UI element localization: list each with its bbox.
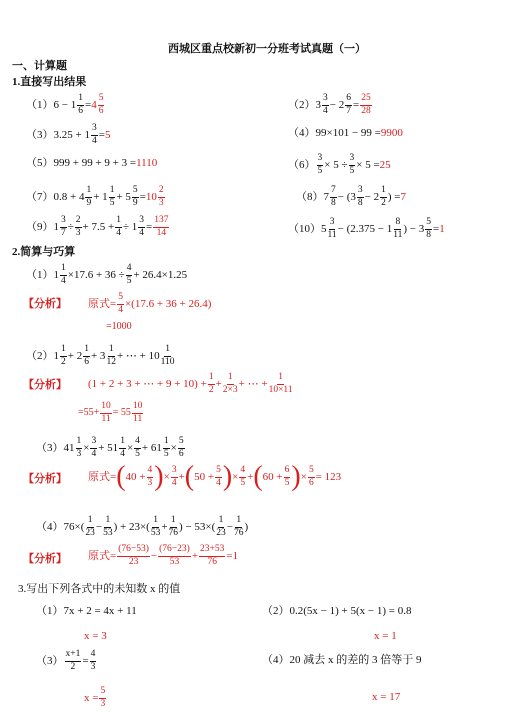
- page-title: 西城区重点校新初一分班考试真题（一）: [168, 43, 366, 55]
- question-8: （8） 7 7 8 − (3 3 8 − 2 1 2 ) = 7: [296, 185, 406, 208]
- question-5: （5） 999 + 99 + 9 + 3 = 1110: [26, 157, 158, 169]
- analysis-label: 【分析】: [23, 553, 67, 565]
- analysis-label: 【分析】: [23, 473, 67, 485]
- problem-1: （1） 1 $\frac{1}{4}$ ×17.6 + 36 ÷ $\frac{4}{5}$ + 26.4×1.25: [26, 263, 188, 286]
- equation-1-answer: x = 3: [84, 630, 107, 642]
- analysis-1: 原式= $\frac{5}{4}$ ×(17.6 + 36 + 26.4): [88, 292, 212, 315]
- equation-2-answer: x = 1: [374, 630, 397, 642]
- answer: $\frac{137}{14}$: [154, 215, 169, 238]
- equation-3: （3） $\frac{x+1}{2}$ = $\frac{4}{3}$: [36, 649, 96, 672]
- answer: $\frac{25}{28}$: [361, 93, 371, 116]
- problem-2: （2） 1 1 2 + 2 1 6 + 3 1 12 + ⋯ + 10 1 110: [26, 344, 175, 367]
- answer: 10: [145, 190, 157, 203]
- analysis-label: 【分析】: [23, 298, 67, 310]
- answer: 1: [439, 222, 445, 235]
- question-4: （4） 99×101 − 99 = 9900: [288, 127, 403, 139]
- equation-2: （2） 0.2(5x − 1) + 5(x − 1) = 0.8: [262, 605, 412, 617]
- equation-4-answer: x = 17: [372, 691, 401, 703]
- equation-1: （1） 7x + 2 = 4x + 11: [36, 605, 137, 617]
- answer: 1110: [136, 157, 158, 169]
- question-10: （10） 5 3 11 − (2.375 − 1 8 11 ) − 3 $\frac{5}{8}$ = 1: [288, 217, 445, 240]
- subsection-heading: 3.写出下列各式中的未知数 x 的值: [18, 583, 181, 595]
- answer: 9900: [380, 127, 403, 139]
- question-7: （7） 0.8 + 4 1 9 + 1 1 5 + 5 $\frac{5}{9}$ = 10 2 3: [26, 185, 164, 208]
- equation-4: （4） 20 减去 x 的差的 3 倍等于 9: [262, 654, 422, 666]
- question-3: （3） 3.25 + 1 $\frac{3}{4}$ = 5: [26, 123, 111, 146]
- answer: 5: [104, 128, 111, 141]
- analysis-3: 原式= ( 40 + $\frac{4}{3}$ ) × $\frac{3}{4}$ + ( 50 + $\frac{5}{4}$ ) × $\frac{4}{5}$ + ( 60 + $\frac{6}{5}$ ) × $\frac{5}{6}$ = 123: [88, 461, 342, 492]
- analysis-2: (1 + 2 + 3 + ⋯ + 9 + 10) + $\frac{1}{2}$ + $\frac{1}{2\times 3}$ + ⋯ + $\frac{1}{10\times 11}$: [88, 372, 293, 395]
- problem-4: （4） 76×( 1 23 − $\frac{1}{53}$ ) + 23×( 1 53 + $\frac{1}{76}$ ) − 53×( 1 23 − $\frac{1}{76}$ ): [36, 515, 249, 538]
- analysis-2-result: =55+ $\frac{10}{11}$ = 55 10 11: [78, 401, 143, 424]
- analysis-label: 【分析】: [23, 379, 67, 391]
- subsection-heading: 1.直接写出结果: [12, 76, 87, 88]
- question-6: （6） $\frac{3}{5}$ × 5 ÷ $\frac{3}{5}$ × 5 = 25: [288, 153, 391, 176]
- analysis-4: 原式= $\frac{(76-53)}{23}$ − $\frac{(76-23)}{53}$ + $\frac{23+53}{76}$ =1: [88, 544, 239, 567]
- question-9: （9） 1 $\frac{3}{7}$ ÷ $\frac{2}{3}$ + 7.5 + $\frac{1}{4}$ ÷ 1 $\frac{3}{4}$ = $\frac{137}{14}$: [26, 215, 169, 238]
- analysis-1-result: =1000: [106, 321, 132, 332]
- subsection-heading: 2.简算与巧算: [12, 246, 76, 258]
- section-heading: 一、计算题: [12, 60, 67, 72]
- equation-3-answer: x = $\frac{5}{3}$: [84, 686, 106, 709]
- answer: 7: [400, 190, 406, 203]
- problem-3: （3） 41 $\frac{1}{3}$ × $\frac{3}{4}$ + 51 $\frac{1}{4}$ × $\frac{4}{5}$ + 61 $\frac{1}{5}$ × $\frac{5}{6}$: [36, 436, 184, 459]
- question-1: （1） 6 − 1 $\frac{1}{6}$ = 4 5 6: [26, 93, 104, 116]
- question-2: （2） 3 3 4 − 2 $\frac{6}{7}$ = $\frac{25}{28}$: [288, 93, 371, 116]
- answer: 25: [379, 158, 391, 171]
- answer: 4: [91, 98, 97, 111]
